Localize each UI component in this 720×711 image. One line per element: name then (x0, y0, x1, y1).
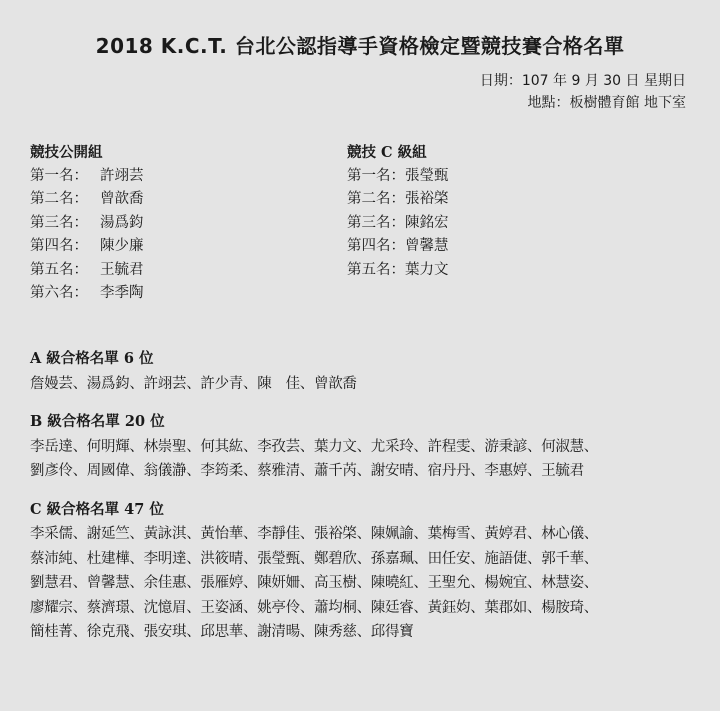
rank-label: 第五名： (30, 261, 88, 278)
rank-label: 第二名： (347, 191, 405, 207)
b-level-list-title: B 級合格名單 20 位 (30, 413, 165, 430)
rank-name: 曾歆喬 (100, 191, 144, 207)
rank-label: 第五名： (347, 261, 405, 278)
rank-name: 湯爲鈞 (100, 214, 144, 231)
name-list-line: 劉彥伶、周國偉、翁儀瀞、李筠柔、蔡雅清、蕭千芮、謝安晴、宿丹丹、李惠婷、王毓君 (30, 463, 584, 479)
ranking-row (347, 188, 449, 212)
name-list-line: 廖耀宗、蔡濟璟、沈憶眉、王姿涵、姚亭伶、蕭均桐、陳廷睿、黃鈺㚬、葉郡如、楊胺琦、 (30, 599, 598, 616)
c-level-list-title: C 級合格名單 47 位 (30, 500, 164, 518)
name-list-line: 蔡沛純、杜建樺、李明達、洪筱晴、張瑩甄、鄭碧欣、孫嘉珮、田任安、施語倢、郭千華、 (30, 550, 598, 567)
ranking-row (347, 165, 449, 189)
ranking-row (347, 235, 449, 259)
ranking-row (347, 212, 449, 236)
c-level-list (30, 498, 700, 645)
name-list-line: 李岳達、何明輝、林崇聖、何其紘、李孜芸、葉力文、尤采玲、許程雯、游秉諺、何淑慧、 (30, 438, 598, 455)
a-level-list-title: A 級合格名單 6 位 (30, 350, 154, 367)
c-level-group-rankings (347, 141, 449, 282)
rank-label: 第二名： (30, 191, 88, 207)
ranking-row (30, 212, 144, 236)
ranking-row (30, 165, 144, 189)
rank-label: 第一名： (30, 167, 88, 184)
name-list-line: 劉慧君、曾馨慧、余佳惠、張雁婷、陳妍姍、高玉樹、陳曉紅、王聖允、楊婉宜、林慧姿、 (30, 575, 598, 591)
rank-label: 第四名： (347, 238, 405, 254)
rank-label: 第六名： (30, 285, 88, 301)
name-list-line: 詹嫚芸、湯爲鈞、許翊芸、許少青、陳 佳、曾歆喬 (30, 375, 357, 392)
document-title: 2018 K.C.T. 台北公認指導手資格檢定暨競技賽合格名單 (95, 34, 625, 58)
ranking-row (30, 282, 144, 306)
rank-name: 陳少廉 (100, 238, 144, 254)
rank-label: 第一名： (347, 167, 405, 184)
ranking-row (30, 235, 144, 259)
c-level-group-title: 競技 C 級組 (347, 144, 427, 161)
name-list-line: 李采儒、謝延竺、黃詠淇、黃怡華、李靜佳、張裕棨、陳姵諭、葉梅雪、黃婷君、林心儀、 (30, 526, 598, 542)
name-list-line: 簡桂菁、徐克飛、張安琪、邱思華、謝清暘、陳秀慈、邱得寶 (30, 624, 414, 640)
a-level-list (30, 347, 700, 396)
rank-name: 許翊芸 (100, 167, 144, 184)
ranking-row (30, 188, 144, 212)
ranking-row (30, 259, 144, 283)
rank-label: 第三名： (347, 214, 405, 231)
rank-name: 曾馨慧 (405, 238, 449, 254)
rank-name: 張瑩甄 (405, 167, 449, 184)
open-group-rankings (30, 141, 144, 306)
open-group-title: 競技公開組 (30, 144, 103, 161)
event-date: 日期：107 年 9 月 30 日 星期日 (479, 73, 686, 89)
event-meta (480, 70, 686, 114)
rank-name: 張裕棨 (405, 191, 449, 207)
ranking-row (347, 259, 449, 283)
b-level-list (30, 410, 700, 484)
rank-name: 李季陶 (100, 285, 144, 301)
rank-name: 葉力文 (405, 261, 449, 278)
qualified-lists (30, 347, 700, 659)
rank-name: 王毓君 (100, 261, 144, 278)
rank-label: 第四名： (30, 238, 88, 254)
rank-name: 陳銘宏 (405, 214, 449, 231)
rank-label: 第三名： (30, 214, 88, 231)
event-location: 地點：板樹體育館 地下室 (527, 95, 686, 111)
